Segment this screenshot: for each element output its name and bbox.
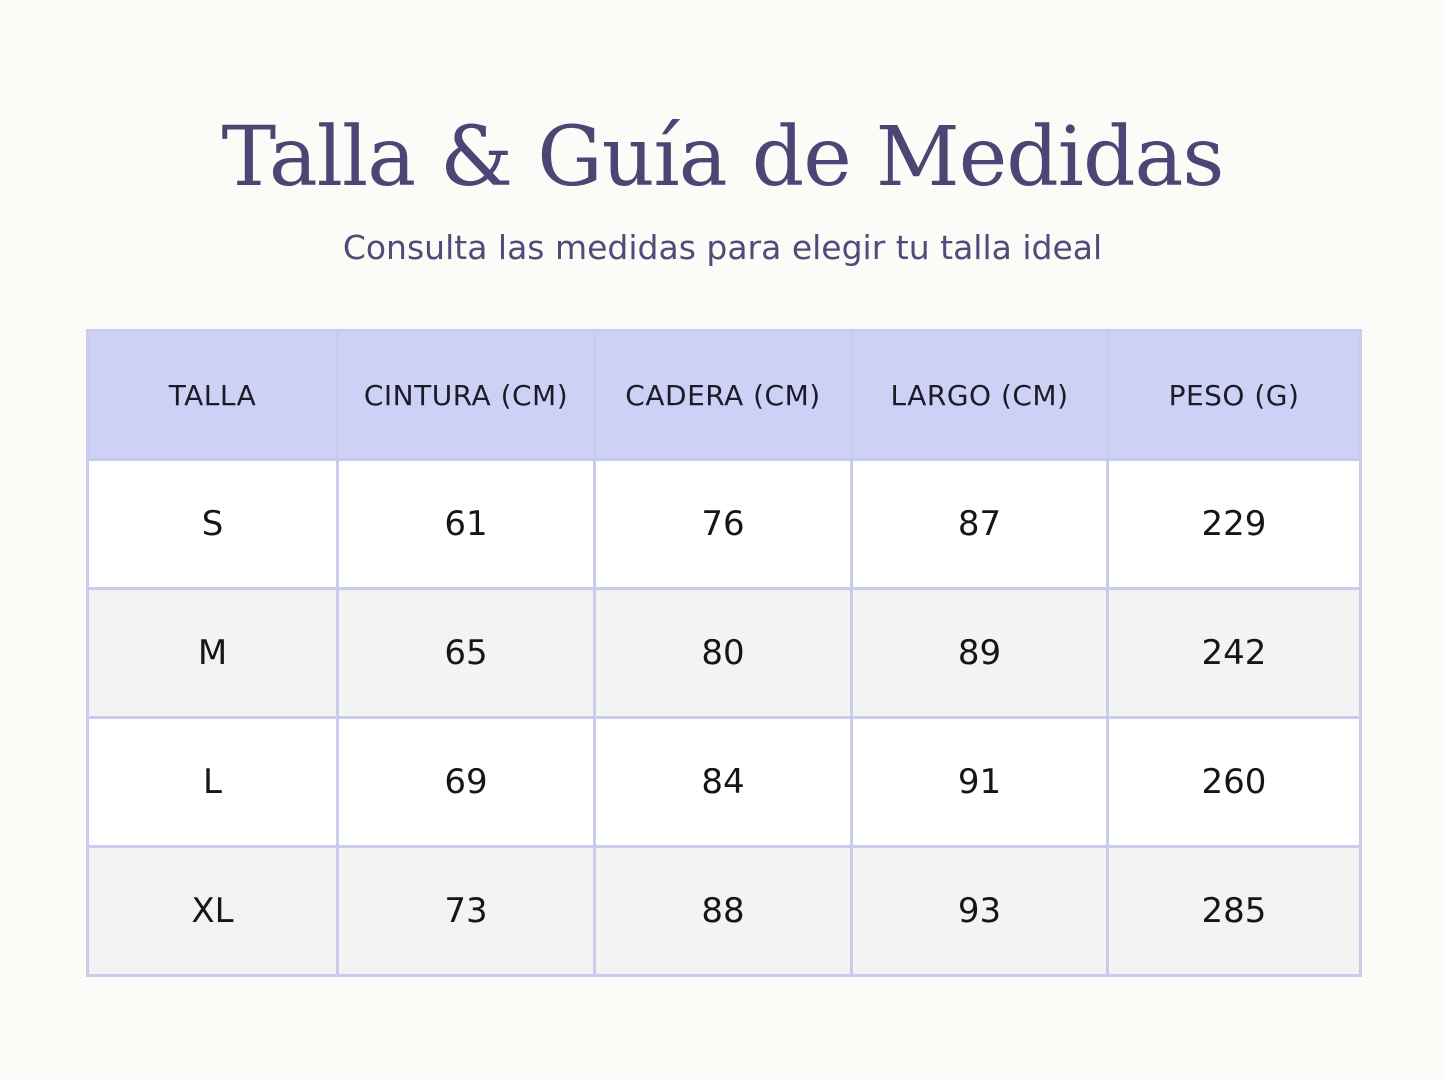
page-subtitle: Consulta las medidas para elegir tu talla ideal	[342, 228, 1103, 267]
table-row	[88, 460, 1361, 589]
cell-cadera: 84	[595, 718, 852, 847]
cell-talla: XL	[88, 847, 338, 976]
cell-peso: 242	[1108, 589, 1361, 718]
cell-largo: 93	[852, 847, 1108, 976]
cell-cintura: 73	[338, 847, 595, 976]
cell-peso: 260	[1108, 718, 1361, 847]
cell-largo: 87	[852, 460, 1108, 589]
cell-largo: 89	[852, 589, 1108, 718]
page-title: Talla & Guía de Medidas	[221, 110, 1224, 205]
size-chart-table	[86, 329, 1362, 977]
cell-cintura: 61	[338, 460, 595, 589]
table-row	[88, 589, 1361, 718]
cell-talla: L	[88, 718, 338, 847]
table-row	[88, 847, 1361, 976]
cell-cintura: 69	[338, 718, 595, 847]
column-header-peso: PESO (G)	[1108, 331, 1361, 460]
column-header-largo: LARGO (CM)	[852, 331, 1108, 460]
cell-cadera: 88	[595, 847, 852, 976]
column-header-talla: TALLA	[88, 331, 338, 460]
cell-largo: 91	[852, 718, 1108, 847]
table-header-row	[88, 331, 1361, 460]
column-header-cintura: CINTURA (CM)	[338, 331, 595, 460]
cell-peso: 285	[1108, 847, 1361, 976]
cell-cadera: 76	[595, 460, 852, 589]
cell-talla: M	[88, 589, 338, 718]
cell-peso: 229	[1108, 460, 1361, 589]
table-row	[88, 718, 1361, 847]
cell-talla: S	[88, 460, 338, 589]
cell-cadera: 80	[595, 589, 852, 718]
column-header-cadera: CADERA (CM)	[595, 331, 852, 460]
cell-cintura: 65	[338, 589, 595, 718]
